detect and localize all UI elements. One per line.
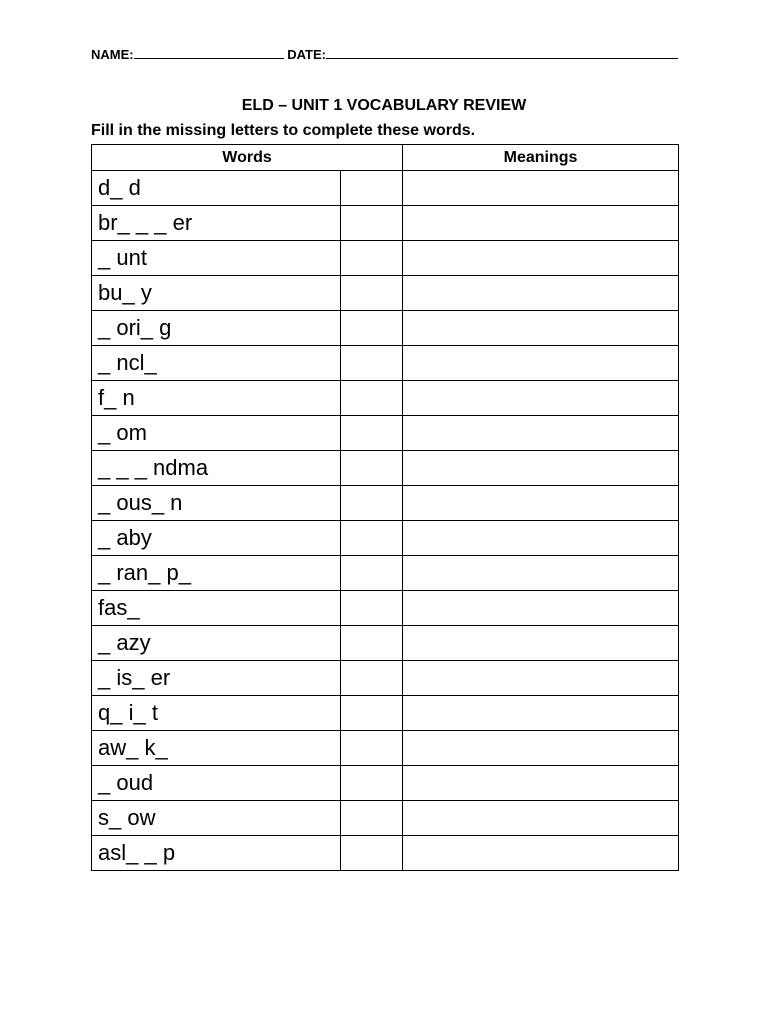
meaning-cell[interactable] xyxy=(403,626,679,661)
word-cell: bu_ y xyxy=(92,276,341,311)
table-row xyxy=(92,276,679,311)
worksheet-title: ELD – UNIT 1 VOCABULARY REVIEW xyxy=(241,97,527,114)
word-cell: asl_ _ p xyxy=(92,836,341,871)
word-cell: q_ i_ t xyxy=(92,696,341,731)
meaning-cell[interactable] xyxy=(403,731,679,766)
meaning-cell[interactable] xyxy=(403,206,679,241)
table-header-row xyxy=(92,145,679,171)
meaning-cell[interactable] xyxy=(403,521,679,556)
word-cell: _ azy xyxy=(92,626,341,661)
table-row xyxy=(92,206,679,241)
word-cell: f_ n xyxy=(92,381,341,416)
meaning-cell[interactable] xyxy=(403,591,679,626)
word-cell: d_ d xyxy=(92,171,341,206)
answer-cell[interactable] xyxy=(341,381,403,416)
word-cell: _ om xyxy=(92,416,341,451)
answer-cell[interactable] xyxy=(341,486,403,521)
answer-cell[interactable] xyxy=(341,626,403,661)
answer-cell[interactable] xyxy=(341,836,403,871)
meaning-cell[interactable] xyxy=(403,381,679,416)
word-cell: _ aby xyxy=(92,521,341,556)
table-row xyxy=(92,661,679,696)
table-row xyxy=(92,486,679,521)
date-blank-line[interactable] xyxy=(326,46,678,59)
meanings-header: Meanings xyxy=(403,145,679,171)
table-row xyxy=(92,766,679,801)
answer-cell[interactable] xyxy=(341,696,403,731)
answer-cell[interactable] xyxy=(341,416,403,451)
meaning-cell[interactable] xyxy=(403,661,679,696)
table-row xyxy=(92,311,679,346)
meaning-cell[interactable] xyxy=(403,486,679,521)
answer-cell[interactable] xyxy=(341,521,403,556)
meaning-cell[interactable] xyxy=(403,766,679,801)
answer-cell[interactable] xyxy=(341,731,403,766)
word-cell: br_ _ _ er xyxy=(92,206,341,241)
table-row xyxy=(92,836,679,871)
word-cell: _ ran_ p_ xyxy=(92,556,341,591)
answer-cell[interactable] xyxy=(341,171,403,206)
table-row xyxy=(92,521,679,556)
meaning-cell[interactable] xyxy=(403,836,679,871)
answer-cell[interactable] xyxy=(341,276,403,311)
words-header: Words xyxy=(92,145,403,171)
answer-cell[interactable] xyxy=(341,801,403,836)
meaning-cell[interactable] xyxy=(403,696,679,731)
date-label: DATE: xyxy=(287,47,326,62)
meaning-cell[interactable] xyxy=(403,276,679,311)
table-row xyxy=(92,346,679,381)
meaning-cell[interactable] xyxy=(403,241,679,276)
table-row xyxy=(92,556,679,591)
table-row xyxy=(92,626,679,661)
meaning-cell[interactable] xyxy=(403,346,679,381)
table-row xyxy=(92,171,679,206)
meaning-cell[interactable] xyxy=(403,801,679,836)
name-label: NAME: xyxy=(91,47,134,62)
answer-cell[interactable] xyxy=(341,311,403,346)
word-cell: _ _ _ ndma xyxy=(92,451,341,486)
worksheet-instructions: Fill in the missing letters to complete these words. xyxy=(91,122,476,139)
answer-cell[interactable] xyxy=(341,661,403,696)
table-row xyxy=(92,451,679,486)
vocabulary-table-body xyxy=(92,171,679,871)
name-date-line xyxy=(91,46,678,63)
word-cell: _ unt xyxy=(92,241,341,276)
word-cell: _ ous_ n xyxy=(92,486,341,521)
word-cell: fas_ xyxy=(92,591,341,626)
vocabulary-table xyxy=(91,144,679,871)
meaning-cell[interactable] xyxy=(403,556,679,591)
table-row xyxy=(92,241,679,276)
answer-cell[interactable] xyxy=(341,206,403,241)
table-row xyxy=(92,381,679,416)
meaning-cell[interactable] xyxy=(403,171,679,206)
answer-cell[interactable] xyxy=(341,451,403,486)
table-row xyxy=(92,696,679,731)
meaning-cell[interactable] xyxy=(403,311,679,346)
word-cell: _ is_ er xyxy=(92,661,341,696)
name-blank-line[interactable] xyxy=(134,46,284,59)
table-row xyxy=(92,416,679,451)
word-cell: _ ori_ g xyxy=(92,311,341,346)
answer-cell[interactable] xyxy=(341,766,403,801)
word-cell: _ oud xyxy=(92,766,341,801)
meaning-cell[interactable] xyxy=(403,451,679,486)
table-row xyxy=(92,801,679,836)
table-row xyxy=(92,591,679,626)
word-cell: aw_ k_ xyxy=(92,731,341,766)
answer-cell[interactable] xyxy=(341,241,403,276)
answer-cell[interactable] xyxy=(341,346,403,381)
table-row xyxy=(92,731,679,766)
word-cell: _ ncl_ xyxy=(92,346,341,381)
word-cell: s_ ow xyxy=(92,801,341,836)
answer-cell[interactable] xyxy=(341,556,403,591)
meaning-cell[interactable] xyxy=(403,416,679,451)
answer-cell[interactable] xyxy=(341,591,403,626)
